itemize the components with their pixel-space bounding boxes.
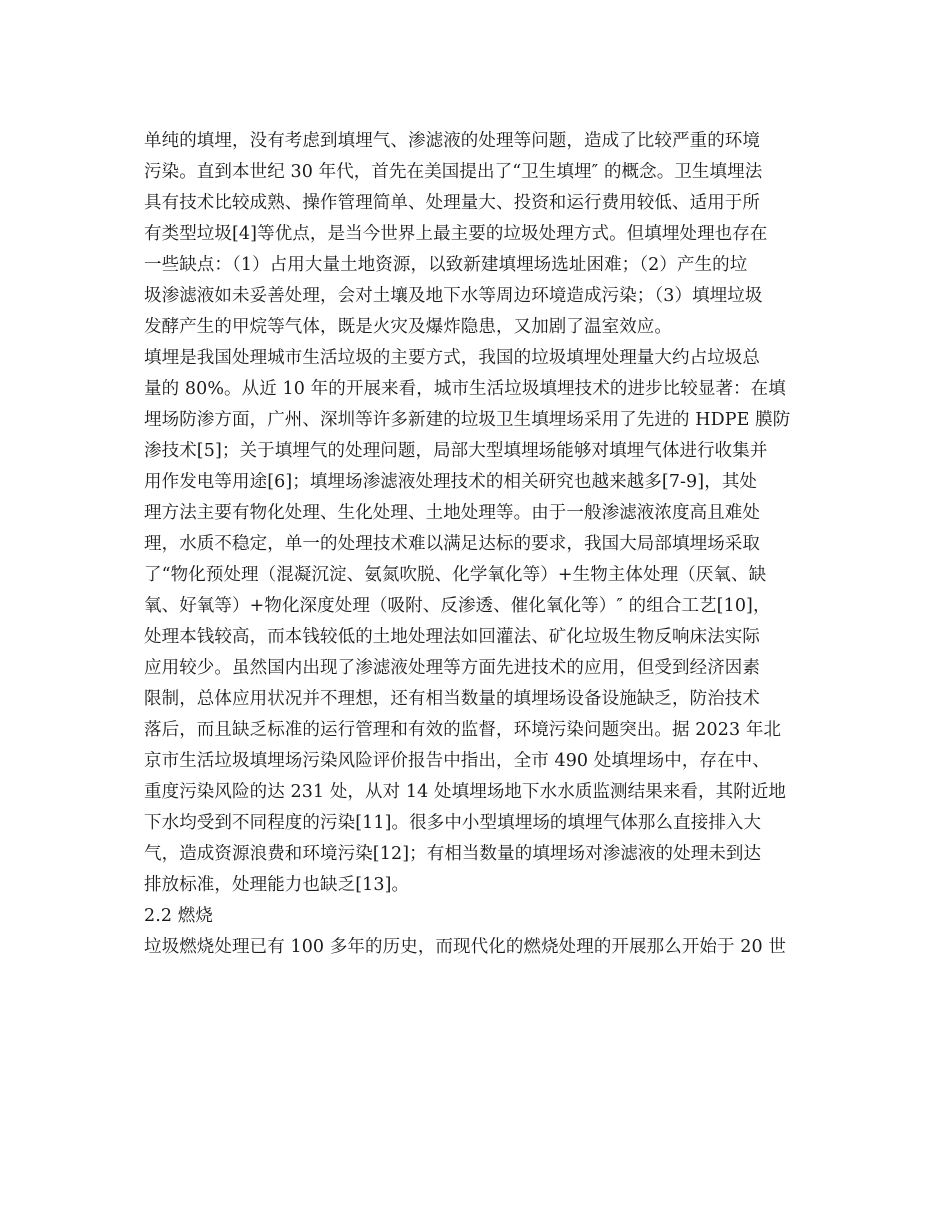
text-line: 埋场防渗方面，广州、深圳等许多新建的垃圾卫生填埋场采用了先进的 HDPE 膜防 — [144, 410, 791, 430]
text-line: 京市生活垃圾填埋场污染风险评价报告中指出，全市 490 处填埋场中，存在中、 — [144, 751, 770, 771]
text-line: 单纯的填埋，没有考虑到填埋气、渗滤液的处理等问题，造成了比较严重的环境 — [144, 131, 760, 151]
text-line: 污染。直到本世纪 30 年代，首先在美国提出了“卫生填埋″ 的概念。卫生填埋法 — [144, 162, 763, 182]
text-line: 应用较少。虽然国内出现了渗滤液处理等方面先进技术的应用，但受到经济因素 — [144, 658, 760, 678]
section-heading-incineration — [144, 901, 814, 932]
text-line: 一些缺点：（1）占用大量土地资源，以致新建填埋场选址困难；（2）产生的垃 — [144, 255, 748, 275]
paragraph-incineration — [144, 932, 814, 963]
text-line: 排放标准，处理能力也缺乏[13]。 — [144, 875, 410, 895]
text-line: 气，造成资源浪费和环境污染[12]；有相当数量的填埋场对渗滤液的处理未到达 — [144, 844, 762, 864]
document-body — [144, 126, 814, 963]
text-line: 量的 80%。从近 10 年的开展来看，城市生活垃圾填埋技术的进步比较显著：在填 — [144, 379, 786, 399]
text-line: 处理本钱较高，而本钱较低的土地处理法如回灌法、矿化垃圾生物反响床法实际 — [144, 627, 760, 647]
text-line: 有类型垃圾[4]等优点，是当今世界上最主要的垃圾处理方式。但填埋处理也存在 — [144, 224, 768, 244]
text-line: 理方法主要有物化处理、生化处理、土地处理等。由于一般渗滤液浓度高且难处 — [144, 503, 760, 523]
text-line: 落后，而且缺乏标准的运行管理和有效的监督，环境污染问题突出。据 2023 年北 — [144, 720, 782, 740]
text-line: 用作发电等用途[6]；填埋场渗滤液处理技术的相关研究也越来越多[7-9]，其处 — [144, 472, 758, 492]
text-line: 垃圾燃烧处理已有 100 多年的历史，而现代化的燃烧处理的开展那么开始于 20 世 — [144, 937, 787, 957]
text-line: 发酵产生的甲烷等气体，既是火灾及爆炸隐患，又加剧了温室效应。 — [144, 317, 672, 337]
text-line: 理，水质不稳定，单一的处理技术难以满足达标的要求，我国大局部填埋场采取 — [144, 534, 760, 554]
paragraph-landfill-in-china — [144, 343, 814, 901]
text-line: 了“物化预处理（混凝沉淀、氨氮吹脱、化学氧化等）+生物主体处理（厌氧、缺 — [144, 565, 767, 585]
text-line: 限制，总体应用状况并不理想，还有相当数量的填埋场设备设施缺乏，防治技术 — [144, 689, 760, 709]
text-line: 氧、好氧等）+物化深度处理（吸附、反渗透、催化氧化等）″ 的组合工艺[10]， — [144, 596, 771, 616]
text-line: 具有技术比较成熟、操作管理简单、处理量大、投资和运行费用较低、适用于所 — [144, 193, 760, 213]
text-line: 填埋是我国处理城市生活垃圾的主要方式，我国的垃圾填埋处理量大约占垃圾总 — [144, 348, 760, 368]
text-line: 重度污染风险的达 231 处，从对 14 处填埋场地下水水质监测结果来看，其附近地 — [144, 782, 787, 802]
paragraph-landfill-history — [144, 126, 814, 343]
text-line: 下水均受到不同程度的污染[11]。很多中小型填埋场的填埋气体那么直接排入大 — [144, 813, 762, 833]
section-heading: 2.2 燃烧 — [144, 906, 213, 926]
text-line: 圾渗滤液如未妥善处理，会对土壤及地下水等周边环境造成污染；（3）填埋垃圾 — [144, 286, 763, 306]
text-line: 渗技术[5]；关于填埋气的处理问题，局部大型填埋场能够对填埋气体进行收集并 — [144, 441, 768, 461]
